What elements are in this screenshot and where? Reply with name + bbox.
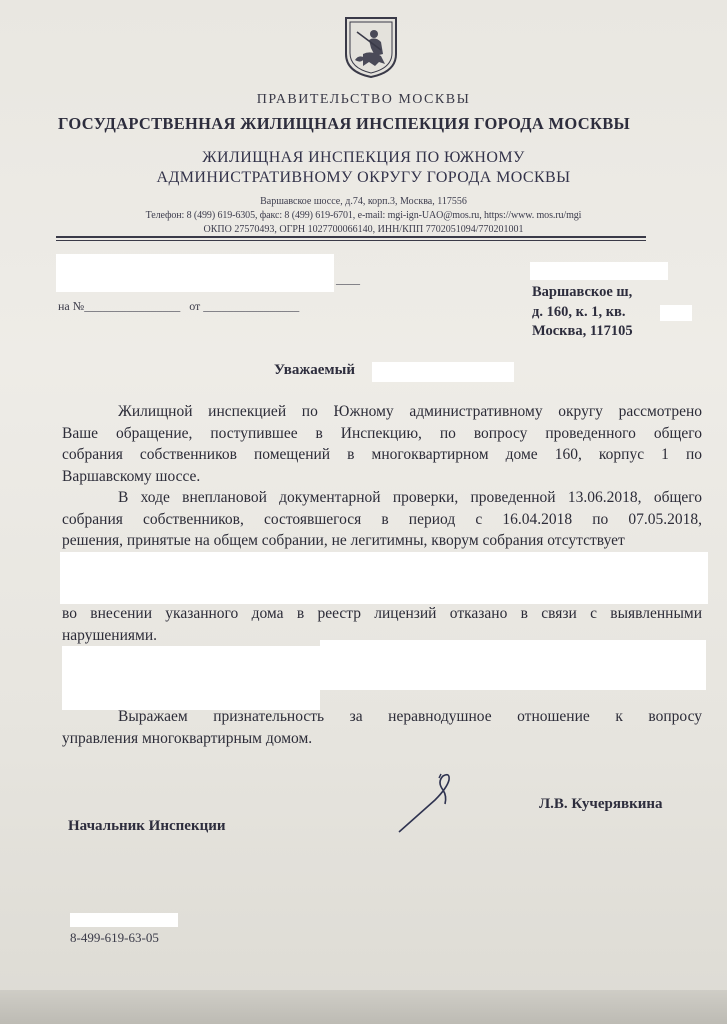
paragraph-gratitude: [62, 706, 702, 749]
paragraph-line: Варшавскому шоссе.: [62, 467, 201, 485]
from-date-blank: ________________: [203, 299, 300, 313]
executor-phone: 8-499-619-63-05: [70, 930, 159, 945]
redacted-text-block: [60, 552, 708, 604]
recipient-city: Москва, 117105: [532, 323, 633, 339]
redacted-outgoing-number: [56, 254, 334, 292]
redacted-text-block: [62, 646, 320, 710]
inspection-contacts: Телефон: 8 (499) 619-6305, факс: 8 (499) 619-6701, e-mail: mgi-ign-UAO@mos.ru, https://www. mos.ru/mgi: [145, 210, 582, 221]
inspection-address: Варшавское шоссе, д.74, корп.3, Москва, 117556: [260, 196, 467, 207]
redacted-recipient-name: [530, 262, 668, 280]
inspection-codes: ОКПО 27570493, ОГРН 1027700066140, ИНН/КПП 7702051094/770201001: [203, 224, 524, 235]
paragraph-line: во внесении указанного дома в реестр лицензий отказано в связи с выявленными: [62, 605, 702, 622]
paragraph-line: Ваше обращение, поступившее в Инспекцию, по вопросу проведенного общего: [62, 424, 702, 442]
redacted-text-block: [320, 640, 706, 690]
to-number-blank: ________________: [84, 299, 181, 313]
paragraph-line: нарушениями.: [62, 626, 157, 644]
paragraph-line: собрания собственников, состоявшегося в период с 16.04.2018 по 07.05.2018,: [62, 510, 702, 528]
signatory-position: Начальник Инспекции: [68, 818, 226, 834]
moscow-coat-of-arms-icon: [341, 14, 401, 80]
paragraph-line: Жилищной инспекцией по Южному административному округу рассмотрено: [118, 403, 702, 420]
inspection-district-heading: [0, 148, 727, 188]
redacted-apartment-number: [660, 305, 692, 321]
paper-edge-shadow: [0, 990, 727, 1024]
from-date-label: от: [189, 299, 201, 313]
inspection-city-heading: ГОСУДАРСТВЕННАЯ ЖИЛИЩНАЯ ИНСПЕКЦИЯ ГОРОДА МОСКВЫ: [58, 114, 631, 133]
recipient-street: Варшавское ш,: [532, 284, 633, 300]
government-heading: ПРАВИТЕЛЬСТВО МОСКВЫ: [256, 92, 471, 107]
paragraph-line: управления многоквартирным домом.: [62, 729, 313, 747]
handwritten-signature-icon: [395, 768, 475, 838]
to-number-label: на №: [58, 299, 85, 313]
redacted-executor-name: [70, 913, 178, 927]
paragraph-line: Выражаем признательность за неравнодушное отношение к вопросу: [118, 708, 702, 725]
header-divider-thick: [56, 236, 646, 238]
paragraph-line: решения, принятые на общем собрании, не легитимны, кворум собрания отсутствует: [62, 532, 625, 549]
recipient-house: д. 160, к. 1, кв.: [532, 304, 626, 320]
paragraph-line: собрания собственников помещений в многоквартирном доме 160, корпус 1 по: [62, 446, 702, 463]
outgoing-number-dash: ____: [336, 272, 360, 286]
signatory-name: Л.В. Кучерявкина: [539, 796, 663, 812]
paragraph-appeal: [62, 401, 702, 487]
reference-number-row: [58, 299, 299, 314]
paragraph-inspection-result: [62, 487, 702, 552]
inspection-district-line2: АДМИНИСТРАТИВНОМУ ОКРУГУ ГОРОДА МОСКВЫ: [156, 169, 571, 186]
redacted-addressee-name: [372, 362, 514, 382]
greeting: Уважаемый: [274, 362, 355, 378]
paragraph-line: В ходе внеплановой документарной проверки, проведенной 13.06.2018, общего: [118, 489, 702, 506]
inspection-district-line1: ЖИЛИЩНАЯ ИНСПЕКЦИЯ ПО ЮЖНОМУ: [202, 149, 525, 166]
header-divider-thin: [56, 240, 646, 241]
